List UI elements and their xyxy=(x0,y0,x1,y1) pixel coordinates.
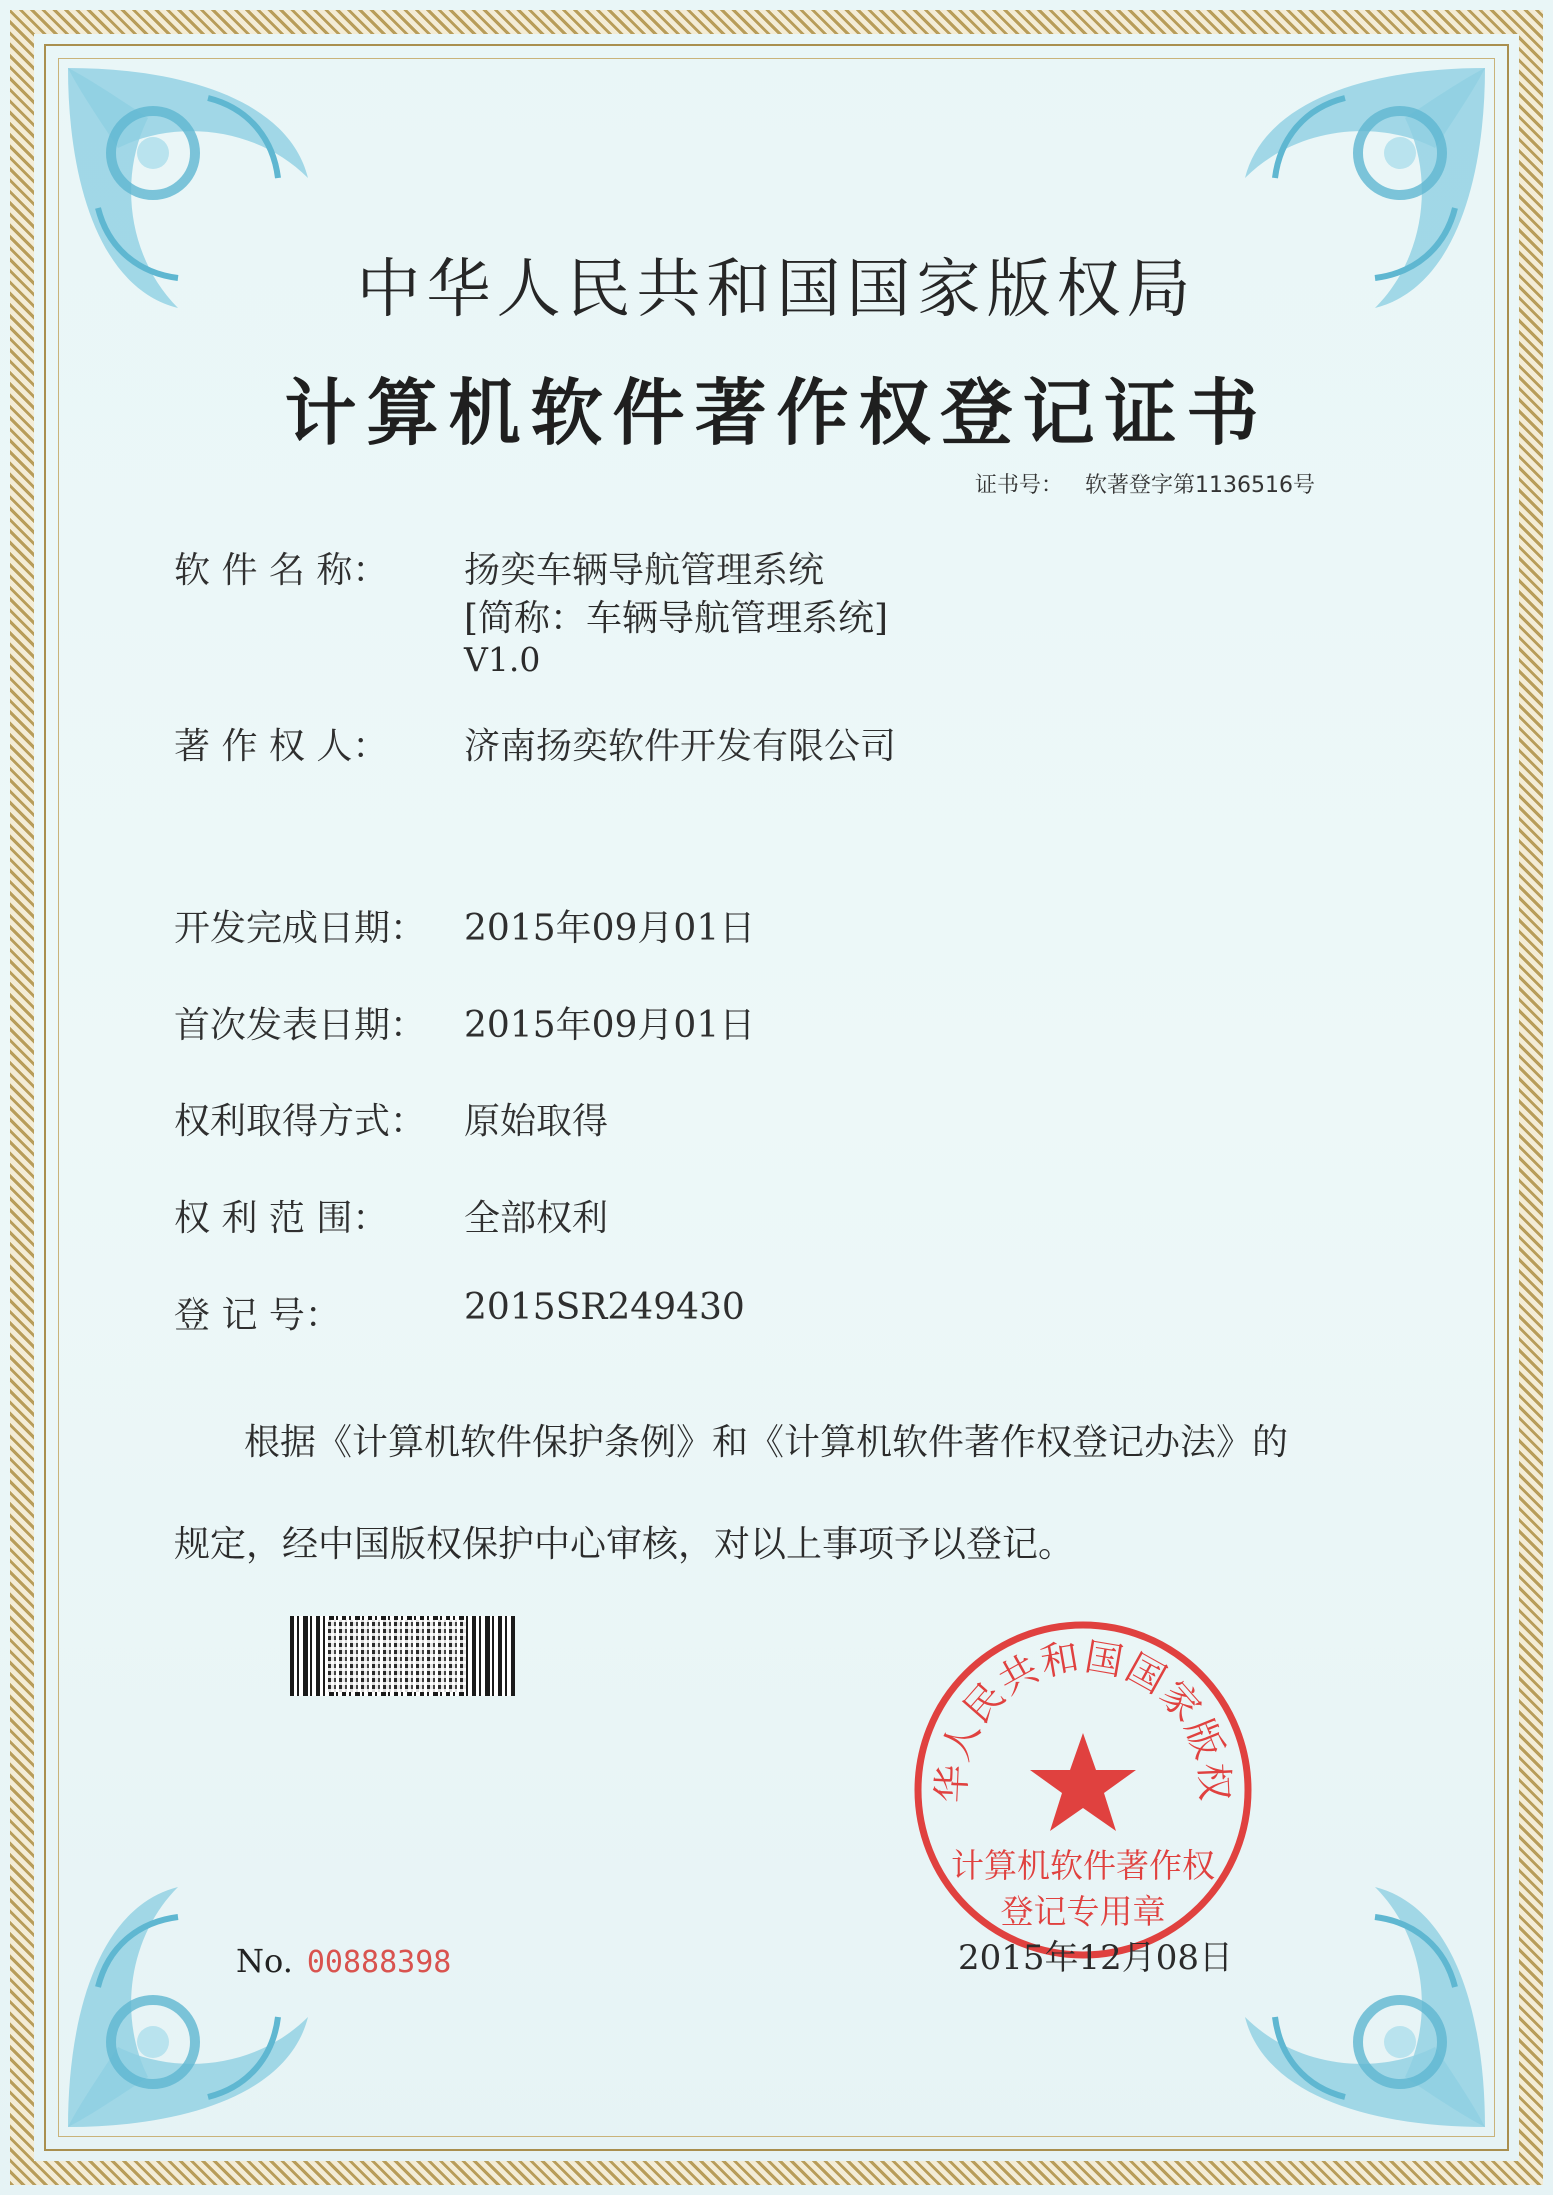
field-first-publication-date xyxy=(174,997,756,1048)
statement-line-1: 根据《计算机软件保护条例》和《计算机软件著作权登记办法》的 xyxy=(244,1422,1289,1463)
seal-inner-line-2: 登记专用章 xyxy=(1000,1892,1166,1931)
field-copyright-owner xyxy=(174,718,897,769)
serial-value: 00888398 xyxy=(306,1945,452,1980)
field-value: 2015年09月01日 xyxy=(464,1005,756,1046)
seal-star-icon xyxy=(1030,1733,1136,1831)
issue-date: 2015年12月08日 xyxy=(958,1938,1234,1978)
field-label: 登 记 号： xyxy=(174,1295,341,1336)
seal-inner-line-1: 计算机软件著作权 xyxy=(951,1846,1215,1885)
certificate-number-label: 证书号： xyxy=(975,473,1064,498)
statement-line-2: 规定，经中国版权保护中心审核，对以上事项予以登记。 xyxy=(174,1524,1075,1565)
certificate-title: 计算机软件著作权登记证书 xyxy=(284,371,1269,455)
field-rights-scope xyxy=(174,1190,609,1241)
field-value: 济南扬奕软件开发有限公司 xyxy=(464,726,897,767)
seal-ring-text: 华人民共和国国家版权 xyxy=(929,1634,1237,1804)
serial-label: No. xyxy=(236,1942,293,1980)
corner-ornament-bottom-left xyxy=(58,1867,328,2137)
corner-ornament-bottom-right xyxy=(1225,1867,1495,2137)
field-registration-number xyxy=(174,1287,745,1338)
field-value: 2015SR249430 xyxy=(464,1287,745,1328)
field-label: 权 利 范 围： xyxy=(174,1198,389,1239)
software-version: V1.0 xyxy=(464,640,541,679)
field-label: 权利取得方式： xyxy=(174,1101,427,1142)
field-value: 全部权利 xyxy=(464,1198,609,1239)
barcode-qr-block xyxy=(328,1620,466,1692)
field-value: 2015年09月01日 xyxy=(464,908,756,949)
field-label: 开发完成日期： xyxy=(174,908,427,949)
issuer-title: 中华人民共和国国家版权局 xyxy=(356,253,1197,327)
serial-number xyxy=(236,1942,451,1980)
field-label: 著 作 权 人： xyxy=(174,726,389,767)
certificate-number-value: 软著登字第1136516号 xyxy=(1085,473,1315,498)
software-short-name: [简称：车辆导航管理系统] xyxy=(464,598,889,639)
field-label: 软 件 名 称： xyxy=(174,550,389,591)
field-development-date xyxy=(174,900,756,951)
field-label: 首次发表日期： xyxy=(174,1005,427,1046)
certificate-number xyxy=(975,468,1315,499)
field-value: 扬奕车辆导航管理系统 xyxy=(464,550,825,591)
field-software-name xyxy=(174,542,825,593)
field-value: 原始取得 xyxy=(464,1101,609,1142)
field-acquisition-method xyxy=(174,1093,609,1144)
